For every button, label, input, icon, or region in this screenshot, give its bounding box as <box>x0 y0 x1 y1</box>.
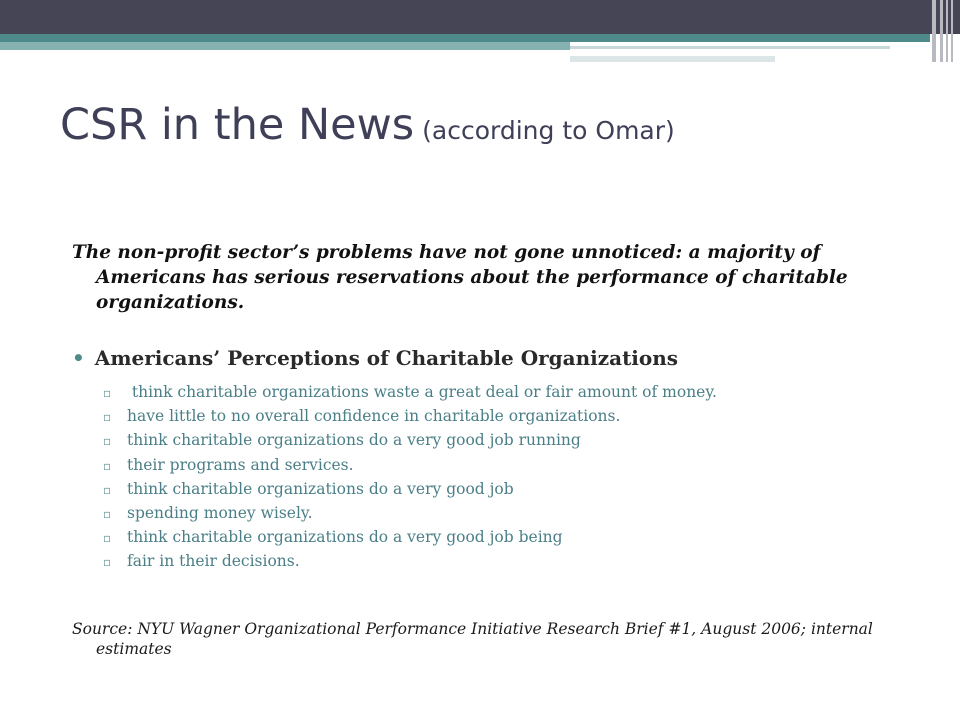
bullet-icon: • <box>72 346 85 370</box>
perceptions-list <box>103 380 863 574</box>
banner-light-teal-band <box>0 42 570 50</box>
list-item <box>103 525 863 549</box>
list-item <box>103 453 863 477</box>
banner-thin-line-lower <box>570 56 775 62</box>
slide-title-sub: (according to Omar) <box>422 116 675 145</box>
list-item-text: fair in their decisions. <box>127 552 300 571</box>
square-bullet-icon: ▫ <box>103 555 112 570</box>
list-item-text: their programs and services. <box>127 455 354 474</box>
banner-vertical-stripe <box>951 0 953 62</box>
perceptions-heading-text: Americans’ Perceptions of Charitable Organizations <box>94 346 679 370</box>
source-citation: Source: NYU Wagner Organizational Performance Initiative Research Brief #1, August 2006; internal estimates <box>72 620 873 658</box>
banner-vertical-stripe <box>940 0 943 62</box>
slide-title <box>60 100 675 150</box>
square-bullet-icon: ▫ <box>103 506 112 521</box>
list-item <box>103 477 863 501</box>
perceptions-heading <box>72 346 678 370</box>
list-item-text: think charitable organizations do a very good job running <box>127 431 581 450</box>
square-bullet-icon: ▫ <box>103 410 112 425</box>
list-item <box>103 404 863 428</box>
square-bullet-icon: ▫ <box>103 458 112 473</box>
square-bullet-icon: ▫ <box>103 434 112 449</box>
list-item-text: spending money wisely. <box>127 503 313 522</box>
banner-vertical-stripe <box>932 0 936 62</box>
list-item-text: have little to no overall confidence in charitable organizations. <box>127 407 621 426</box>
banner-thin-line <box>570 46 890 49</box>
list-item <box>103 428 863 452</box>
list-item-text: think charitable organizations do a very good job being <box>127 528 563 547</box>
list-item <box>103 380 863 404</box>
header-banner <box>0 0 960 64</box>
square-bullet-icon: ▫ <box>103 386 112 400</box>
slide-title-main: CSR in the News <box>60 100 415 150</box>
banner-vertical-stripe <box>946 0 948 62</box>
list-item <box>103 501 863 525</box>
list-item-text: think charitable organizations do a very good job <box>127 479 514 498</box>
square-bullet-icon: ▫ <box>103 482 112 497</box>
banner-teal-band <box>0 34 930 42</box>
list-item-text: think charitable organizations waste a great deal or fair amount of money. <box>127 383 717 401</box>
square-bullet-icon: ▫ <box>103 531 112 546</box>
intro-paragraph: The non-profit sector’s problems have not gone unnoticed: a majority of Americans has serious reservations about the performance of charitable organizations. <box>72 242 848 313</box>
list-item <box>103 549 863 573</box>
banner-dark-band <box>0 0 960 34</box>
